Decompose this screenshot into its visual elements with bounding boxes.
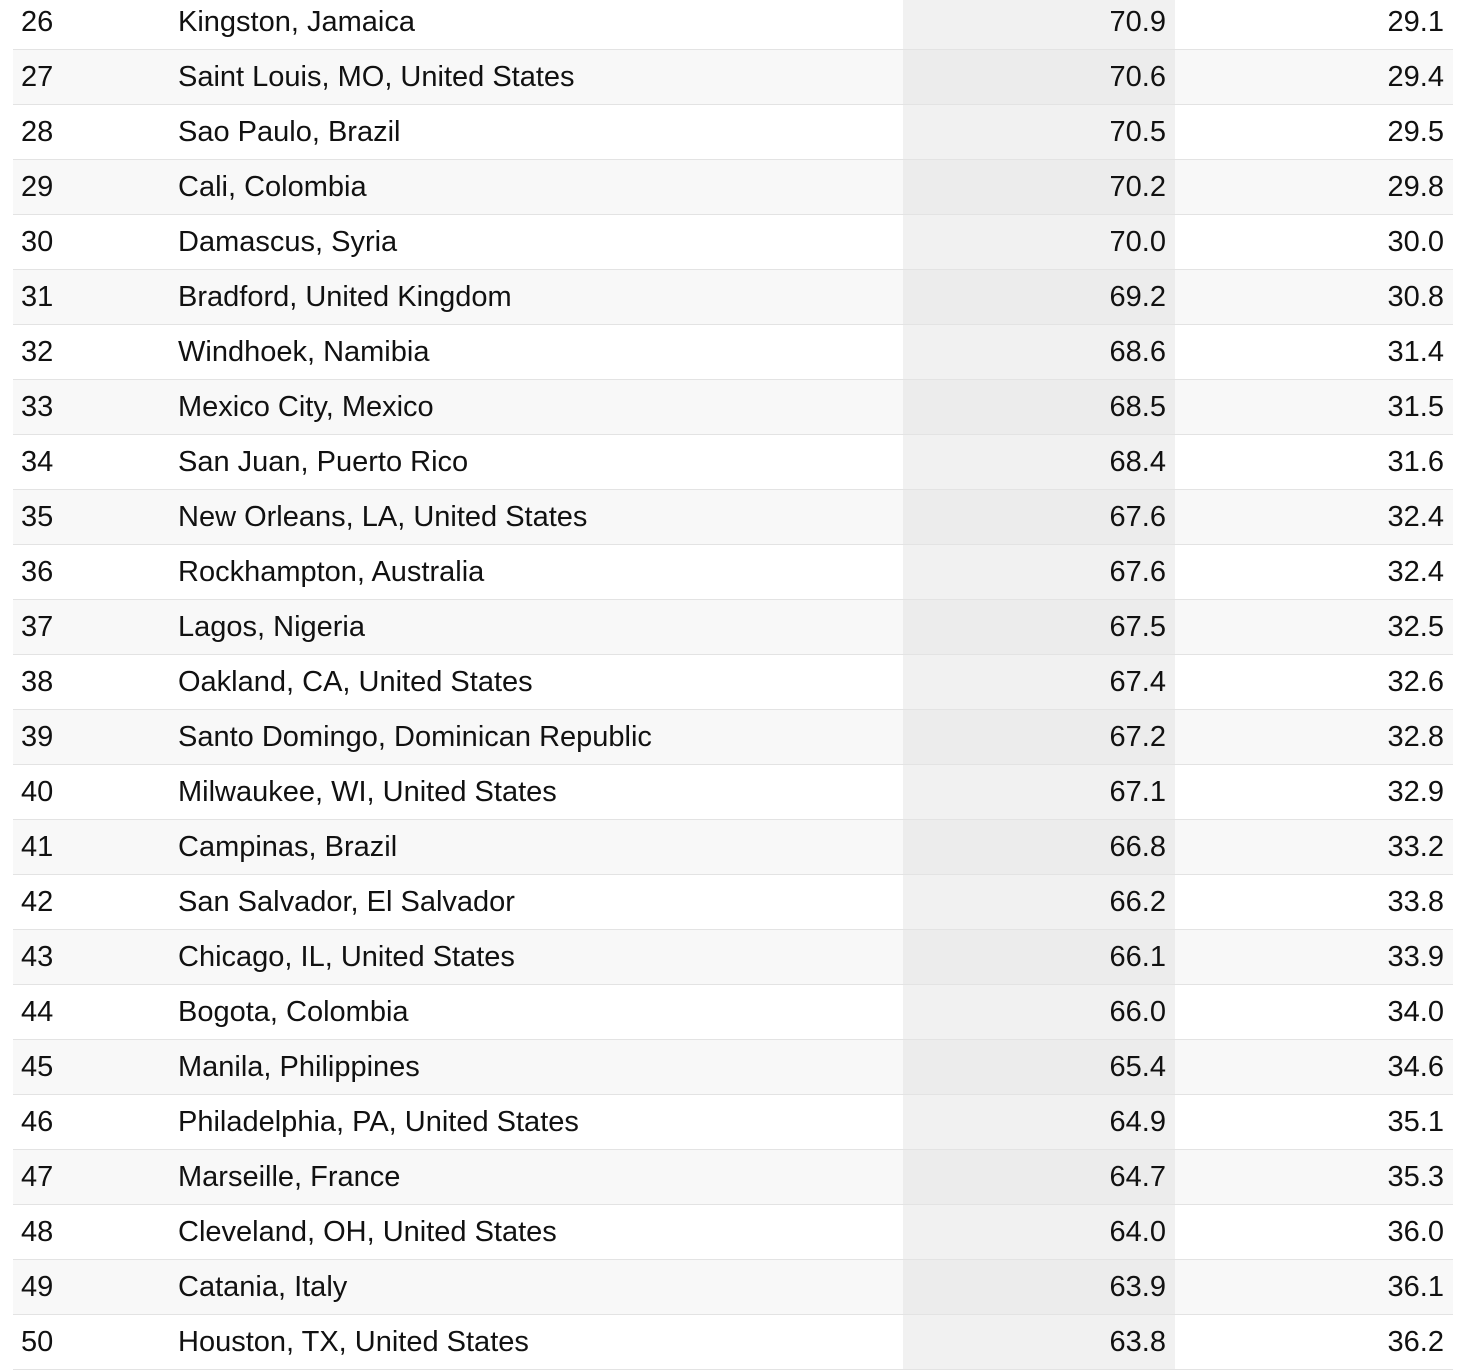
city-cell: Campinas, Brazil bbox=[178, 831, 398, 863]
table-row bbox=[13, 1315, 1453, 1370]
value-cell-1: 70.5 bbox=[1109, 116, 1166, 148]
city-cell: Windhoek, Namibia bbox=[178, 336, 430, 368]
rank-cell: 47 bbox=[21, 1161, 54, 1193]
city-cell: Bogota, Colombia bbox=[178, 996, 409, 1028]
rank-cell: 46 bbox=[21, 1106, 54, 1138]
value-cell-2: 32.5 bbox=[1387, 611, 1444, 643]
rank-cell: 34 bbox=[21, 446, 54, 478]
rank-cell: 45 bbox=[21, 1051, 54, 1083]
rank-cell: 35 bbox=[21, 501, 54, 533]
table-row bbox=[13, 985, 1453, 1040]
city-cell: Damascus, Syria bbox=[178, 226, 398, 258]
table-row bbox=[13, 380, 1453, 435]
value-cell-2: 33.8 bbox=[1387, 886, 1444, 918]
table-row bbox=[13, 1260, 1453, 1315]
rank-cell: 49 bbox=[21, 1271, 54, 1303]
city-cell: San Salvador, El Salvador bbox=[178, 886, 515, 918]
value-cell-2: 32.4 bbox=[1387, 556, 1444, 588]
table-row bbox=[13, 160, 1453, 215]
value-cell-2: 31.5 bbox=[1387, 391, 1444, 423]
ranking-table bbox=[13, 0, 1453, 1370]
table-row bbox=[13, 270, 1453, 325]
table-row bbox=[13, 0, 1453, 50]
rank-cell: 43 bbox=[21, 941, 54, 973]
value-cell-2: 33.2 bbox=[1387, 831, 1444, 863]
rank-cell: 29 bbox=[21, 171, 54, 203]
rank-cell: 50 bbox=[21, 1326, 54, 1358]
city-cell: San Juan, Puerto Rico bbox=[178, 446, 469, 478]
city-cell: Philadelphia, PA, United States bbox=[178, 1106, 579, 1138]
value-cell-1: 68.5 bbox=[1109, 391, 1166, 423]
value-cell-1: 64.9 bbox=[1109, 1106, 1166, 1138]
value-cell-2: 36.2 bbox=[1387, 1326, 1444, 1358]
city-cell: Milwaukee, WI, United States bbox=[178, 776, 557, 808]
value-cell-1: 68.6 bbox=[1109, 336, 1166, 368]
city-cell: Sao Paulo, Brazil bbox=[178, 116, 401, 148]
rank-cell: 30 bbox=[21, 226, 54, 258]
city-cell: Houston, TX, United States bbox=[178, 1326, 529, 1358]
value-cell-2: 29.5 bbox=[1387, 116, 1444, 148]
value-cell-1: 64.7 bbox=[1109, 1161, 1166, 1193]
table-row bbox=[13, 655, 1453, 710]
city-cell: New Orleans, LA, United States bbox=[178, 501, 588, 533]
value-cell-1: 67.2 bbox=[1109, 721, 1166, 753]
city-cell: Lagos, Nigeria bbox=[178, 611, 365, 643]
value-cell-1: 65.4 bbox=[1109, 1051, 1166, 1083]
table-row bbox=[13, 710, 1453, 765]
value-cell-2: 29.1 bbox=[1387, 6, 1444, 38]
value-cell-1: 66.1 bbox=[1109, 941, 1166, 973]
table-row bbox=[13, 435, 1453, 490]
table-row bbox=[13, 215, 1453, 270]
city-cell: Kingston, Jamaica bbox=[178, 6, 415, 38]
city-cell: Rockhampton, Australia bbox=[178, 556, 485, 588]
value-cell-2: 36.0 bbox=[1387, 1216, 1444, 1248]
value-cell-2: 35.1 bbox=[1387, 1106, 1444, 1138]
rank-cell: 44 bbox=[21, 996, 54, 1028]
value-cell-2: 36.1 bbox=[1387, 1271, 1444, 1303]
value-cell-1: 69.2 bbox=[1109, 281, 1166, 313]
city-cell: Catania, Italy bbox=[178, 1271, 348, 1303]
value-cell-1: 63.8 bbox=[1109, 1326, 1166, 1358]
value-cell-1: 64.0 bbox=[1109, 1216, 1166, 1248]
value-cell-2: 32.6 bbox=[1387, 666, 1444, 698]
value-cell-1: 67.6 bbox=[1109, 501, 1166, 533]
rank-cell: 48 bbox=[21, 1216, 54, 1248]
table-row bbox=[13, 105, 1453, 160]
table-row bbox=[13, 765, 1453, 820]
table-row bbox=[13, 325, 1453, 380]
rank-cell: 42 bbox=[21, 886, 54, 918]
city-cell: Cleveland, OH, United States bbox=[178, 1216, 557, 1248]
table-row bbox=[13, 820, 1453, 875]
table-row bbox=[13, 1095, 1453, 1150]
value-cell-1: 63.9 bbox=[1109, 1271, 1166, 1303]
value-cell-1: 70.2 bbox=[1109, 171, 1166, 203]
rank-cell: 39 bbox=[21, 721, 54, 753]
rank-cell: 28 bbox=[21, 116, 54, 148]
value-cell-2: 29.4 bbox=[1387, 61, 1444, 93]
value-cell-1: 70.9 bbox=[1109, 6, 1166, 38]
rank-cell: 32 bbox=[21, 336, 54, 368]
value-cell-2: 31.6 bbox=[1387, 446, 1444, 478]
table-row bbox=[13, 1205, 1453, 1260]
city-cell: Manila, Philippines bbox=[178, 1051, 420, 1083]
value-cell-2: 30.0 bbox=[1387, 226, 1444, 258]
table-row bbox=[13, 1040, 1453, 1095]
rank-cell: 40 bbox=[21, 776, 54, 808]
value-cell-2: 32.9 bbox=[1387, 776, 1444, 808]
rank-cell: 33 bbox=[21, 391, 54, 423]
city-cell: Cali, Colombia bbox=[178, 171, 367, 203]
value-cell-1: 67.5 bbox=[1109, 611, 1166, 643]
value-cell-2: 30.8 bbox=[1387, 281, 1444, 313]
value-cell-2: 32.4 bbox=[1387, 501, 1444, 533]
value-cell-1: 68.4 bbox=[1109, 446, 1166, 478]
rank-cell: 26 bbox=[21, 6, 54, 38]
city-cell: Oakland, CA, United States bbox=[178, 666, 533, 698]
table-row bbox=[13, 600, 1453, 655]
city-cell: Santo Domingo, Dominican Republic bbox=[178, 721, 652, 753]
value-cell-1: 66.0 bbox=[1109, 996, 1166, 1028]
value-cell-2: 29.8 bbox=[1387, 171, 1444, 203]
table-row bbox=[13, 545, 1453, 600]
rank-cell: 36 bbox=[21, 556, 54, 588]
rank-cell: 27 bbox=[21, 61, 54, 93]
city-cell: Chicago, IL, United States bbox=[178, 941, 515, 973]
table-row bbox=[13, 875, 1453, 930]
city-cell: Saint Louis, MO, United States bbox=[178, 61, 575, 93]
value-cell-2: 34.0 bbox=[1387, 996, 1444, 1028]
rank-cell: 31 bbox=[21, 281, 54, 313]
rank-cell: 41 bbox=[21, 831, 54, 863]
value-cell-1: 67.4 bbox=[1109, 666, 1166, 698]
value-cell-2: 31.4 bbox=[1387, 336, 1444, 368]
city-cell: Marseille, France bbox=[178, 1161, 401, 1193]
rank-cell: 38 bbox=[21, 666, 54, 698]
value-cell-1: 70.6 bbox=[1109, 61, 1166, 93]
rank-cell: 37 bbox=[21, 611, 54, 643]
city-cell: Mexico City, Mexico bbox=[178, 391, 434, 423]
city-cell: Bradford, United Kingdom bbox=[178, 281, 512, 313]
table-row bbox=[13, 50, 1453, 105]
table-row bbox=[13, 930, 1453, 985]
table-row bbox=[13, 490, 1453, 545]
value-cell-1: 66.2 bbox=[1109, 886, 1166, 918]
value-cell-1: 67.1 bbox=[1109, 776, 1166, 808]
value-cell-2: 34.6 bbox=[1387, 1051, 1444, 1083]
value-cell-2: 32.8 bbox=[1387, 721, 1444, 753]
value-cell-2: 35.3 bbox=[1387, 1161, 1444, 1193]
value-cell-1: 70.0 bbox=[1109, 226, 1166, 258]
table-row bbox=[13, 1150, 1453, 1205]
value-cell-1: 67.6 bbox=[1109, 556, 1166, 588]
value-cell-2: 33.9 bbox=[1387, 941, 1444, 973]
value-cell-1: 66.8 bbox=[1109, 831, 1166, 863]
